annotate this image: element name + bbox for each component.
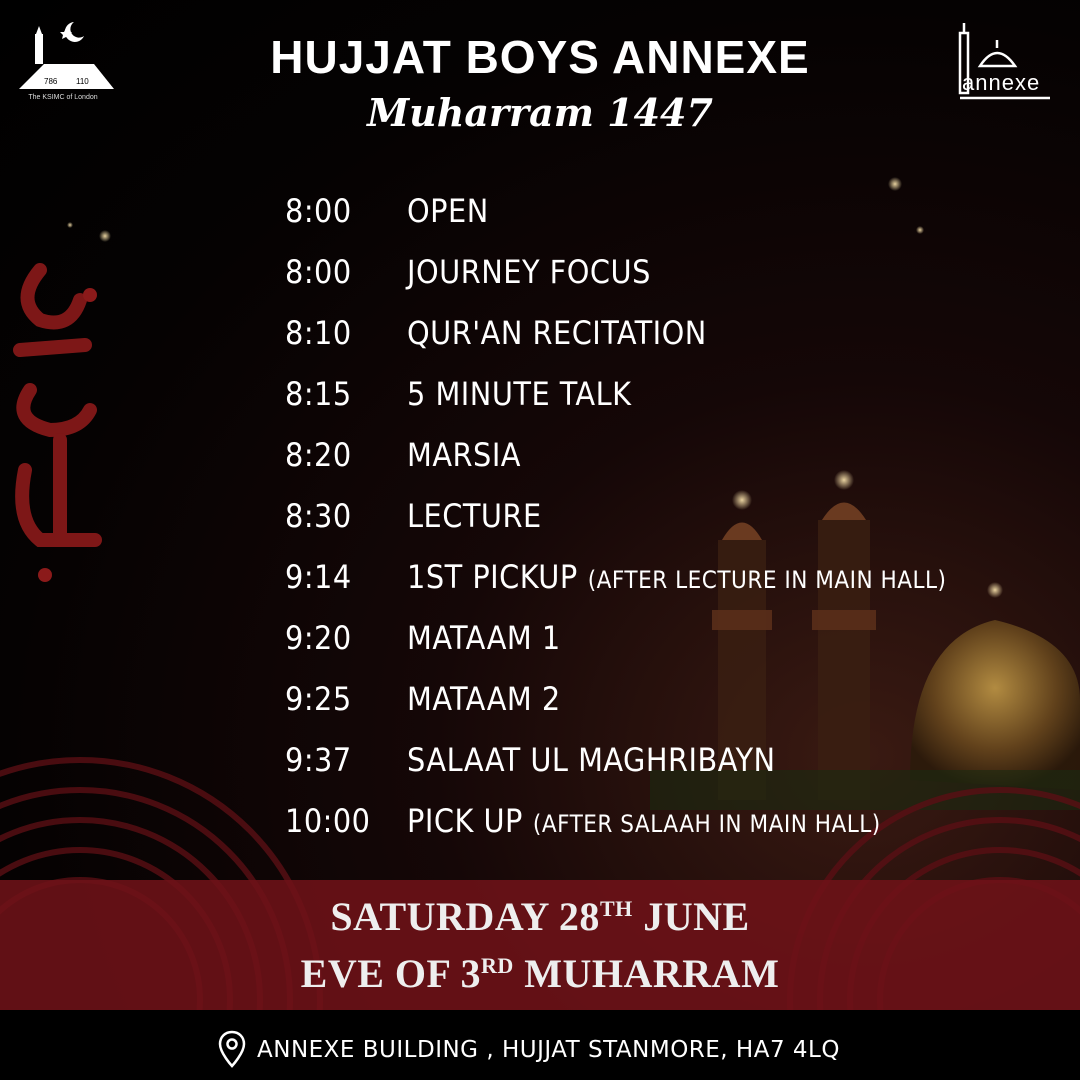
schedule-row — [285, 375, 985, 436]
schedule-event: LECTURE — [407, 497, 542, 535]
schedule-event: PICK UP (AFTER SALAAH IN MAIN HALL) — [407, 802, 881, 840]
schedule-event: SALAAT UL MAGHRIBAYN — [407, 741, 776, 779]
schedule-event: JOURNEY FOCUS — [407, 253, 651, 291]
schedule-event: MATAAM 2 — [407, 680, 561, 718]
schedule-list — [285, 192, 985, 863]
schedule-event: MATAAM 1 — [407, 619, 561, 657]
schedule-row — [285, 619, 985, 680]
schedule-time: 8:30 — [285, 497, 352, 535]
schedule-time: 8:00 — [285, 192, 352, 230]
calligraphy-art — [20, 270, 95, 540]
schedule-event: MARSIA — [407, 436, 521, 474]
schedule-event: OPEN — [407, 192, 489, 230]
location-pin-icon — [218, 1030, 246, 1068]
svg-text:786: 786 — [44, 77, 58, 86]
schedule-note: (AFTER LECTURE IN MAIN HALL) — [587, 566, 947, 594]
schedule-row — [285, 497, 985, 558]
schedule-event: QUR'AN RECITATION — [407, 314, 707, 352]
schedule-event: 1ST PICKUP (AFTER LECTURE IN MAIN HALL) — [407, 558, 947, 596]
schedule-row — [285, 741, 985, 802]
svg-text:110: 110 — [76, 77, 89, 86]
schedule-time: 9:25 — [285, 680, 352, 718]
schedule-row — [285, 680, 985, 741]
schedule-time: 8:10 — [285, 314, 352, 352]
schedule-row — [285, 253, 985, 314]
ksimc-logo-caption: The KSIMC of London — [28, 94, 98, 101]
schedule-row — [285, 436, 985, 497]
schedule-time: 9:37 — [285, 741, 352, 779]
schedule-time: 9:14 — [285, 558, 352, 596]
schedule-time: 9:20 — [285, 619, 352, 657]
schedule-event: 5 MINUTE TALK — [407, 375, 632, 413]
schedule-row — [285, 314, 985, 375]
page-title: HUJJAT BOYS ANNEXE — [270, 31, 810, 83]
schedule-time: 8:15 — [285, 375, 352, 413]
occasion-line: EVE OF 3RD MUHARRAM — [300, 951, 780, 996]
schedule-time: 10:00 — [285, 802, 371, 840]
schedule-time: 8:00 — [285, 253, 352, 291]
page-subtitle: Muharram 1447 — [367, 90, 713, 135]
date-line: SATURDAY 28TH JUNE — [330, 894, 750, 939]
schedule-note: (AFTER SALAAH IN MAIN HALL) — [532, 810, 881, 838]
schedule-row — [285, 192, 985, 253]
schedule-row — [285, 802, 985, 863]
address: ANNEXE BUILDING , HUJJAT STANMORE, HA7 4LQ — [257, 1037, 840, 1063]
schedule-row — [285, 558, 985, 619]
schedule-time: 8:20 — [285, 436, 352, 474]
annexe-logo-text: annexe — [962, 70, 1041, 95]
